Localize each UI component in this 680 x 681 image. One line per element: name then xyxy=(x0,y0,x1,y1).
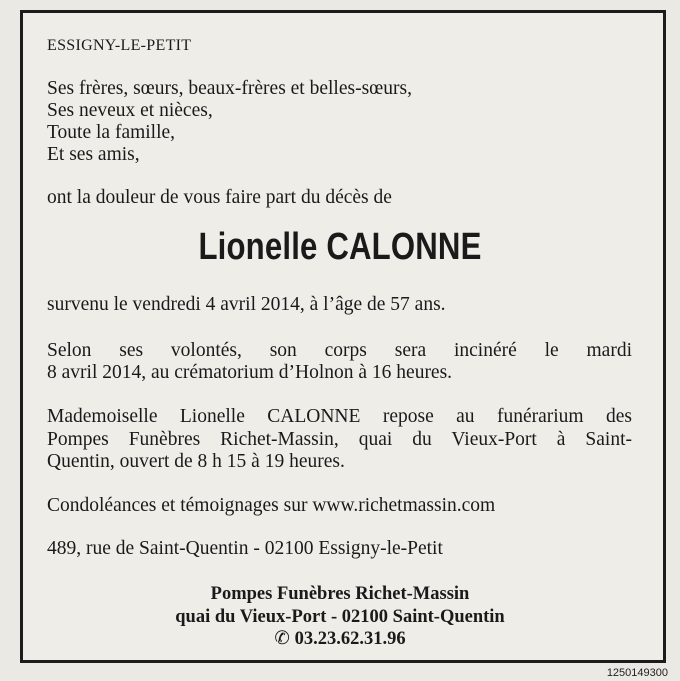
deceased-name: Lionelle CALONNE xyxy=(198,226,482,268)
town-heading: ESSIGNY-LE-PETIT xyxy=(47,37,192,54)
reference-number: 1250149300 xyxy=(606,667,668,679)
family-line: Ses neveux et nièces, xyxy=(47,100,213,121)
family-line: Ses frères, sœurs, beaux-frères et belles-sœurs, xyxy=(47,78,412,99)
funerarium-line: Quentin, ouvert de 8 h 15 à 19 heures. xyxy=(47,451,345,472)
funerarium-line: Pompes Funèbres Richet-Massin, quai du Vieux-Port à Saint- xyxy=(47,429,632,450)
announcement-text: ont la douleur de vous faire part du décès de xyxy=(47,187,392,208)
funeral-home-name: Pompes Funèbres Richet-Massin xyxy=(210,584,470,604)
funeral-home-phone-line xyxy=(0,628,680,650)
condolences-text: Condoléances et témoignages sur www.richetmassin.com xyxy=(47,495,496,516)
death-info: survenu le vendredi 4 avril 2014, à l’âge de 57 ans. xyxy=(47,294,446,315)
family-line: Et ses amis, xyxy=(47,144,140,165)
funeral-home-address: quai du Vieux-Port - 02100 Saint-Quentin xyxy=(175,607,505,627)
cremation-line: Selon ses volontés, son corps sera incinéré le mardi xyxy=(47,340,632,361)
family-line: Toute la famille, xyxy=(47,122,176,143)
home-address: 489, rue de Saint-Quentin - 02100 Essigny-le-Petit xyxy=(47,538,443,559)
phone-icon: ✆ xyxy=(274,629,290,649)
cremation-line: 8 avril 2014, au crématorium d’Holnon à 16 heures. xyxy=(47,362,453,383)
funeral-home-phone: 03.23.62.31.96 xyxy=(294,629,406,649)
funerarium-line: Mademoiselle Lionelle CALONNE repose au funérarium des xyxy=(47,406,632,427)
